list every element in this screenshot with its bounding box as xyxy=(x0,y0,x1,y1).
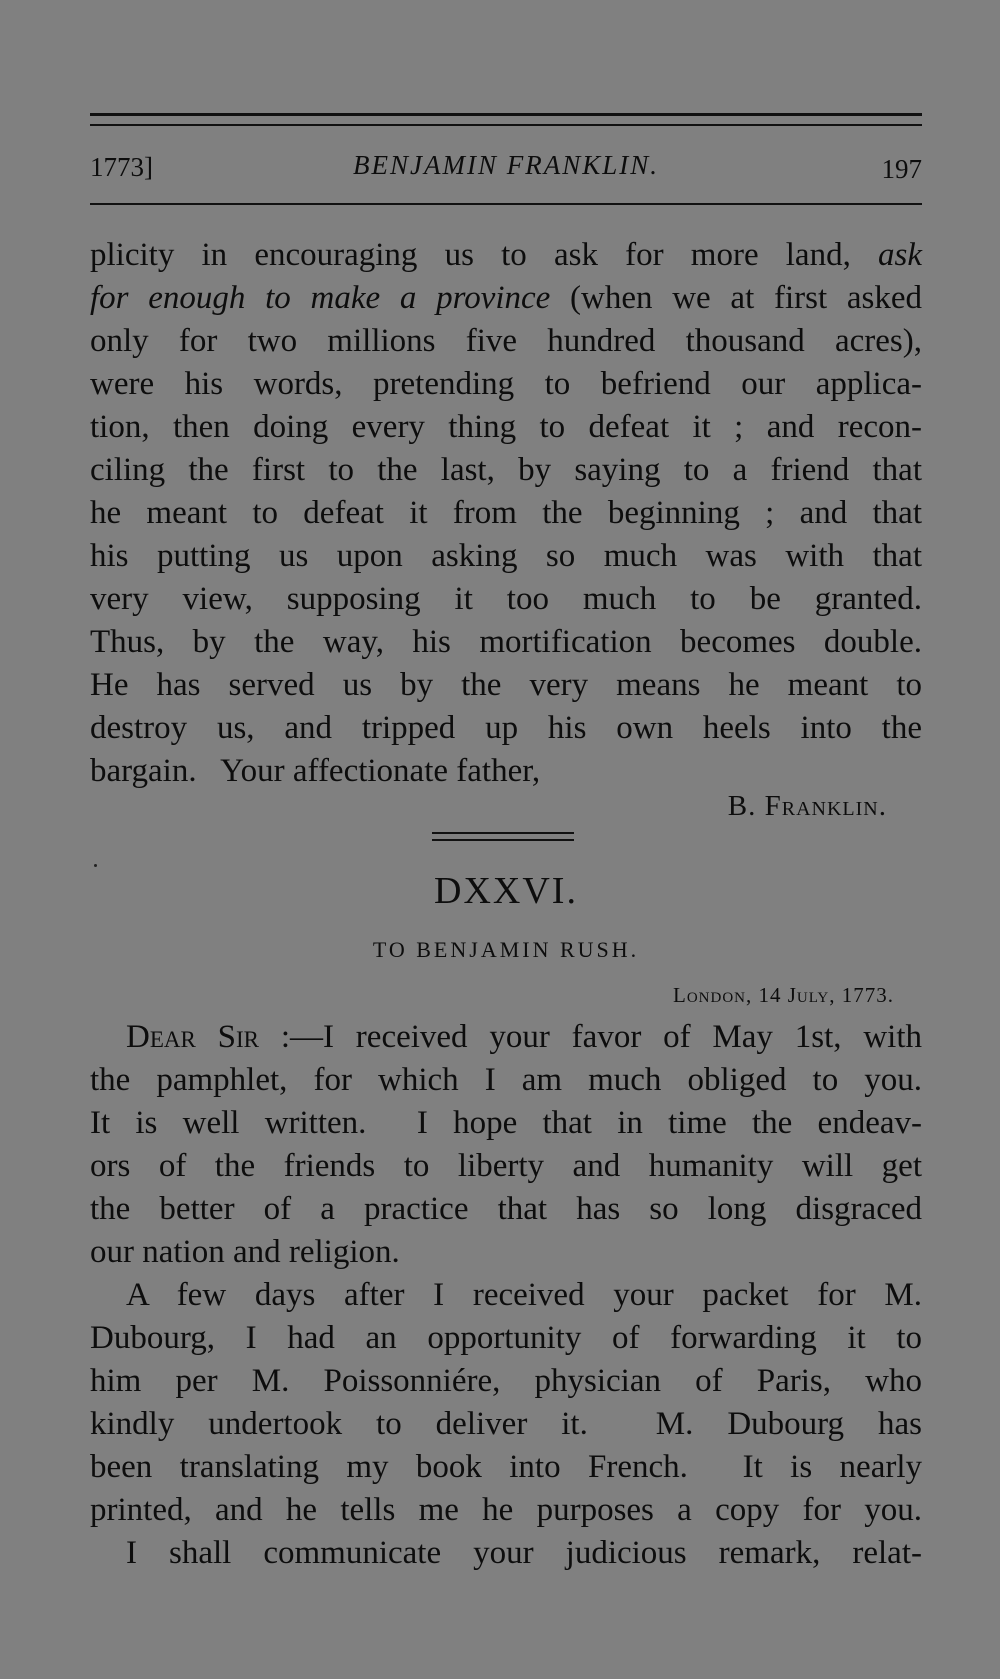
text-line: He has served us by the very means he meant to xyxy=(90,667,922,703)
letter-recipient: TO BENJAMIN RUSH. xyxy=(372,937,640,962)
text-line: Dear Sir :—I received your favor of May 1st, with xyxy=(126,1019,922,1055)
text-line: our nation and religion. xyxy=(90,1234,400,1270)
text-line: for enough to make a province (when we at first asked xyxy=(90,280,922,316)
salutation: Dear Sir : xyxy=(126,1019,290,1055)
text-line: tion, then doing every thing to defeat it ; and recon- xyxy=(90,409,922,445)
running-header xyxy=(90,152,922,192)
section-divider-bottom xyxy=(432,839,574,841)
text-line: plicity in encouraging us to ask for more land, ask xyxy=(90,237,922,273)
text-line: the better of a practice that has so long disgraced xyxy=(90,1191,922,1227)
book-page xyxy=(90,0,922,1679)
text-line: It is well written. I hope that in time the endeav- xyxy=(90,1105,922,1141)
text-line: were his words, pretending to befriend our applica- xyxy=(90,366,922,402)
text-line: he meant to defeat it from the beginning ; and that xyxy=(90,495,922,531)
text-line: been translating my book into French. It is nearly xyxy=(90,1449,922,1485)
header-rule-top-thin xyxy=(90,124,922,126)
text-line: ciling the first to the last, by saying to a friend that xyxy=(90,452,922,488)
header-title: BENJAMIN FRANKLIN. xyxy=(353,150,659,180)
text-line: destroy us, and tripped up his own heels into the xyxy=(90,710,922,746)
text-line-closing: bargain. Your affectionate father, xyxy=(90,753,541,789)
letter-dateline: London, 14 July, 1773. xyxy=(673,983,894,1007)
signature: B. Franklin. xyxy=(727,790,887,822)
text-line: I shall communicate your judicious remark, relat- xyxy=(126,1535,922,1571)
text-line: ors of the friends to liberty and humanity will get xyxy=(90,1148,922,1184)
text-line: his putting us upon asking so much was with that xyxy=(90,538,922,574)
text-line: printed, and he tells me he purposes a copy for you. xyxy=(90,1492,922,1528)
text-line: the pamphlet, for which I am much obliged to you. xyxy=(90,1062,922,1098)
text-line: kindly undertook to deliver it. M. Dubourg has xyxy=(90,1406,922,1442)
text-line: him per M. Poissonniére, physician of Paris, who xyxy=(90,1363,922,1399)
text-line: Thus, by the way, his mortification becomes double. xyxy=(90,624,922,660)
header-rule-top xyxy=(90,113,922,116)
text-line: A few days after I received your packet for M. xyxy=(126,1277,922,1313)
page-number: 197 xyxy=(881,154,922,184)
text-line: only for two millions five hundred thousand acres), xyxy=(90,323,922,359)
section-divider-top xyxy=(432,832,574,834)
text-line: very view, supposing it too much to be granted. xyxy=(90,581,922,617)
header-rule-bottom xyxy=(90,203,922,205)
text-line: Dubourg, I had an opportunity of forwarding it to xyxy=(90,1320,922,1356)
print-speck xyxy=(94,864,97,867)
header-year: 1773] xyxy=(90,152,153,182)
letter-number: DXXVI. xyxy=(434,870,578,912)
